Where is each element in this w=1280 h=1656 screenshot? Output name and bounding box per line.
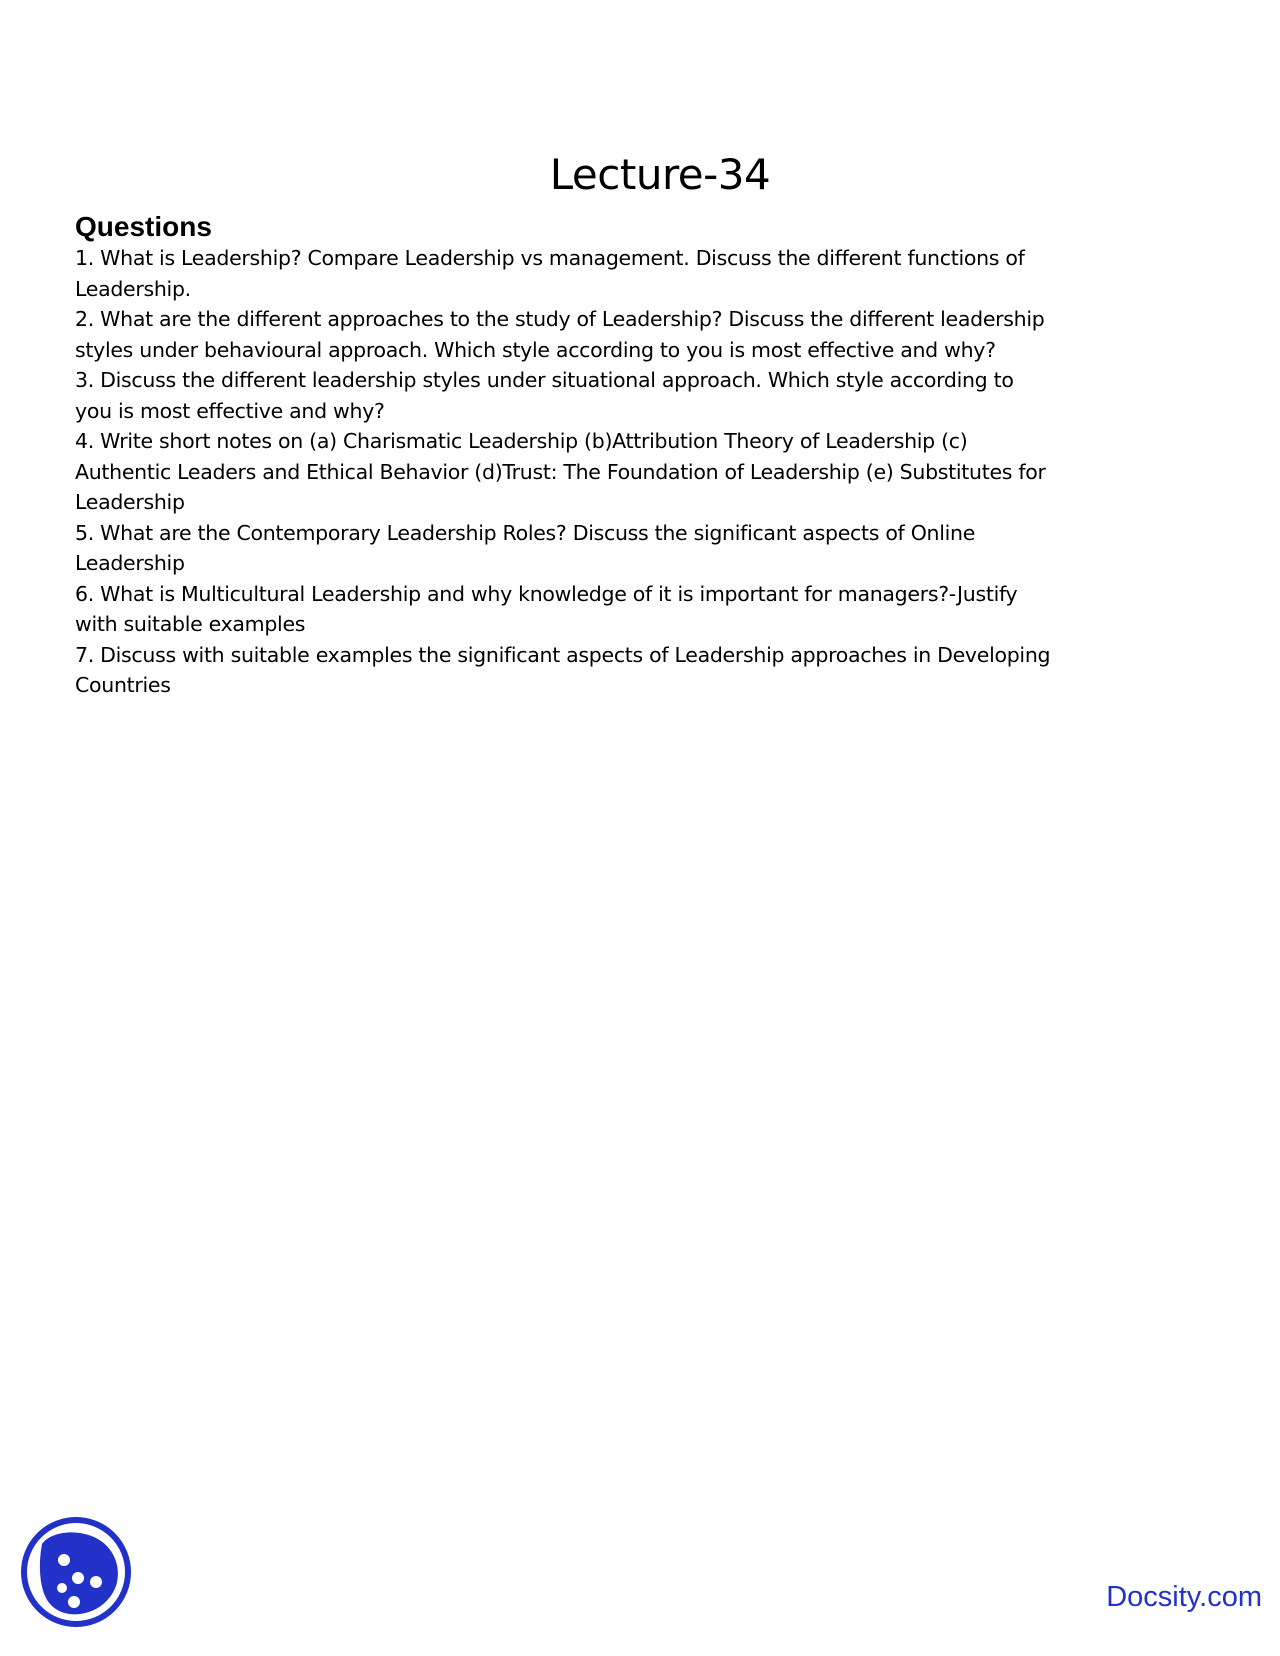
question-item: 5. What are the Contemporary Leadership Roles? Discuss the significant aspects of Online Leadership [75, 520, 976, 575]
page-title: Lecture-34 [549, 150, 771, 199]
question-item: 2. What are the different approaches to the study of Leadership? Discuss the different leadership styles under behavioural approach. Which style according to you is most effective and why? [75, 307, 1045, 362]
brand-link[interactable]: Docsity.com [1106, 1581, 1262, 1613]
question-item: 6. What is Multicultural Leadership and why knowledge of it is important for managers?-Justify with suitable examples [75, 581, 1018, 636]
question-item: 4. Write short notes on (a) Charismatic Leadership (b)Attribution Theory of Leadership (c) Authentic Leaders and Ethical Behavior (d)Trust: The Foundation of Leadership (e) Substitutes for Leadership [75, 429, 1046, 514]
section-heading: Questions [75, 211, 212, 242]
question-item: 1. What is Leadership? Compare Leadership vs management. Discuss the different functions of Leadership. [75, 246, 1025, 301]
question-item: 7. Discuss with suitable examples the significant aspects of Leadership approaches in Developing Countries [75, 642, 1051, 697]
docsity-logo-icon [20, 1516, 132, 1628]
question-item: 3. Discuss the different leadership styles under situational approach. Which style according to you is most effective and why? [75, 368, 1014, 423]
questions-list [75, 243, 1055, 701]
